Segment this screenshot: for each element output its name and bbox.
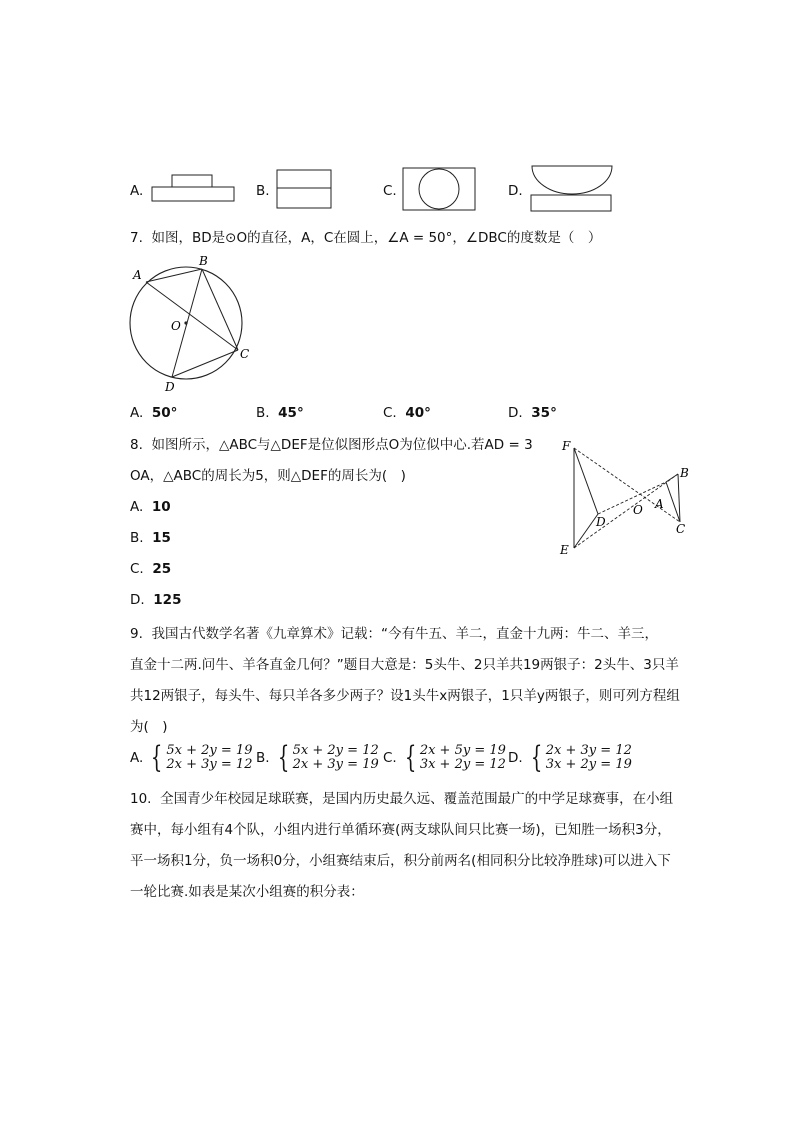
q6-option-c-label: C. (383, 183, 397, 199)
q7-segment-dc (172, 350, 238, 377)
q8-segment-ac (666, 482, 680, 522)
q8-homothety-figure (556, 436, 696, 560)
q8-option-c: C. 25 (130, 561, 172, 577)
q7-option-c: C. 40° (383, 405, 431, 421)
q6-option-d-label: D. (508, 183, 523, 199)
q8-label-b: B (680, 466, 689, 480)
q8-label-a: A (655, 497, 664, 511)
q7-center-point (184, 321, 187, 324)
q10-stem-line-4: 一轮比赛.如表是某次小组赛的积分表： (130, 884, 364, 900)
q7-label-a: A (133, 268, 142, 282)
q8-segment-fd (574, 448, 598, 514)
q8-label-c: C (676, 522, 686, 536)
q7-label-d: D (165, 380, 175, 394)
q7-segment-ab (146, 269, 202, 282)
q9-option-b: B. { 5x + 2y = 12 2x + 3y = 19 (256, 740, 379, 775)
q7-segment-ac (146, 282, 238, 350)
q7-label-c: C (240, 347, 250, 361)
q6-option-a-label: A. (130, 183, 144, 199)
q8-segment-bc (678, 474, 680, 522)
q8-dashed-fc (574, 448, 680, 522)
q8-option-b: B. 15 (130, 530, 171, 546)
q6-option-c-figure (401, 166, 477, 212)
q8-option-a: A. 10 (130, 499, 171, 515)
q8-option-d: D. 125 (130, 592, 182, 608)
q7-stem: 如图，BD是⊙O的直径，A，C在圆上，∠A = 50°，∠DBC的度数是（ ） (151, 230, 602, 246)
q7-option-b: B. 45° (256, 405, 304, 421)
q7-stem-line (130, 228, 601, 248)
q7-option-a: A. 50° (130, 405, 178, 421)
q6-option-b-label: B. (256, 183, 270, 199)
q9-stem-line-1: 9. 我国古代数学名著《九章算术》记载：“今有牛五、羊二，直金十九两：牛二、羊三， (130, 626, 658, 642)
q8-stem-line-2: OA，△ABC的周长为5，则△DEF的周长为( ) (130, 468, 406, 484)
q9-stem-line-3: 共12两银子，每头牛、每只羊各多少两子？设1头牛x两银子，1只羊y两银子，则可列方程组 (130, 688, 680, 704)
q9-number: 9. (130, 626, 143, 642)
q10-stem-line-2: 赛中，每小组有4个队，小组内进行单循环赛(两支球队间只比赛一场)，已知胜一场积3分， (130, 822, 671, 838)
q7-option-d: D. 35° (508, 405, 557, 421)
q7-circle-figure (125, 255, 255, 395)
q8-label-e: E (560, 543, 569, 557)
q7-segment-bc (202, 269, 238, 350)
q8-dashed-eb (574, 474, 678, 548)
q8-segment-ed (574, 514, 598, 548)
q8-stem-line-1 (130, 435, 533, 455)
q6-option-a-figure (150, 172, 236, 204)
q8-number: 8. (130, 437, 143, 453)
q9-option-d: D. { 2x + 3y = 12 3x + 2y = 19 (508, 740, 632, 775)
q8-label-d: D (596, 515, 606, 529)
q9-option-c: C. { 2x + 5y = 19 3x + 2y = 12 (383, 740, 506, 775)
q8-label-f: F (562, 439, 571, 453)
q8-segment-ab (666, 474, 678, 482)
q9-stem-line-2: 直金十二两.问牛、羊各直金几何？”题目大意是：5头牛、2只羊共19两银子：2头牛、3只羊 (130, 657, 679, 673)
q6-option-d-figure (528, 163, 614, 215)
q10-stem-line-3: 平一场积1分，负一场积0分，小组赛结束后，积分前两名(相同积分比较净胜球)可以进入下 (130, 853, 671, 869)
q6-option-b-figure (275, 168, 333, 210)
q7-number: 7. (130, 230, 143, 246)
q7-label-b: B (199, 254, 208, 268)
q10-stem-line-1: 10. 全国青少年校园足球联赛，是国内历史最久远、覆盖范围最广的中学足球赛事，在小组 (130, 791, 674, 807)
q9-stem-line-4: 为( ) (130, 719, 168, 735)
q7-label-o: O (171, 319, 181, 333)
q8-stem-1: 如图所示，△ABC与△DEF是位似图形点O为位似中心.若AD = 3 (151, 437, 533, 453)
q10-number: 10. (130, 791, 152, 807)
q8-label-o: O (633, 503, 643, 517)
q9-option-a: A. { 5x + 2y = 19 2x + 3y = 12 (130, 740, 253, 775)
